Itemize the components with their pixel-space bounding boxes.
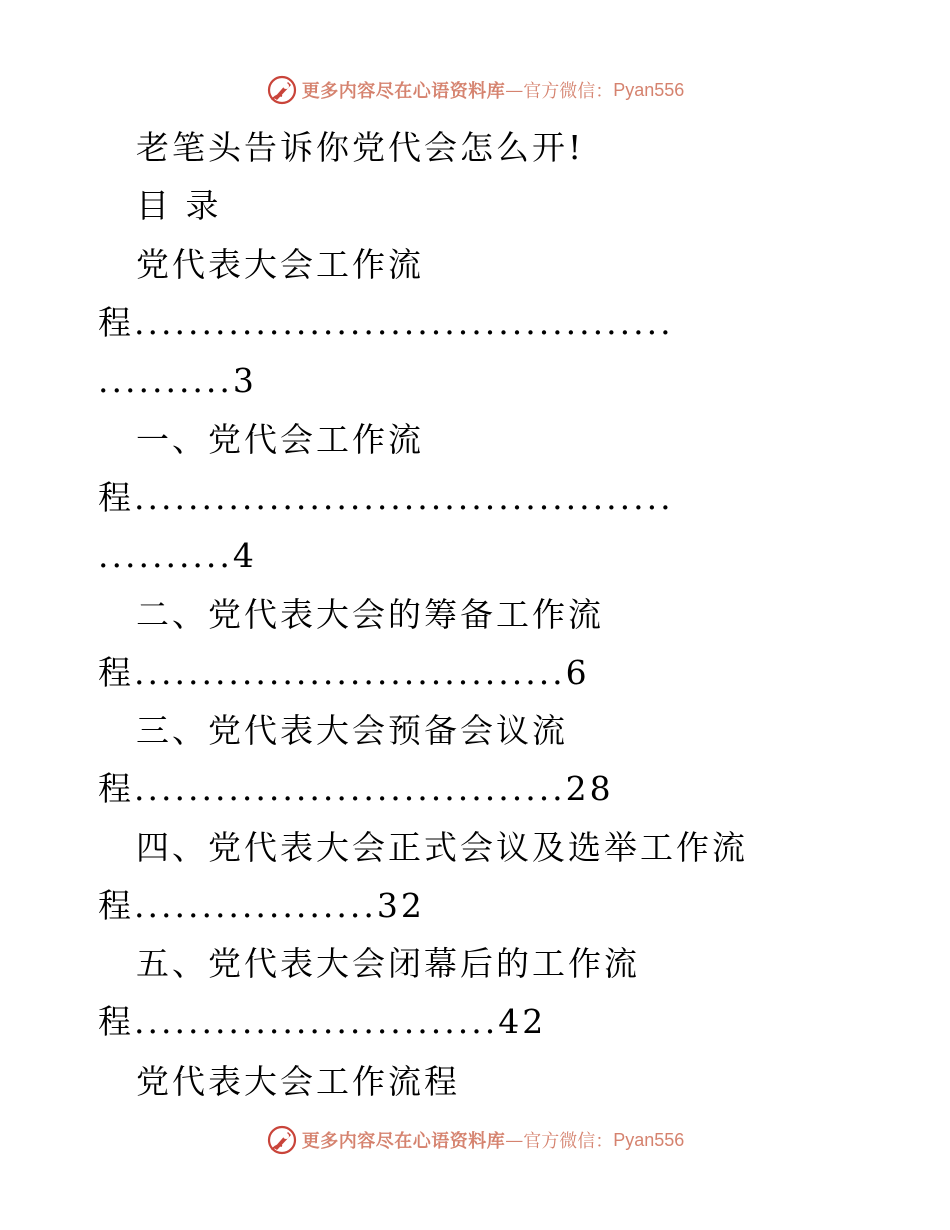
toc-entry-continuation	[98, 886, 425, 926]
header-watermark	[0, 70, 950, 110]
section-heading: 党代表大会工作流程	[136, 1062, 460, 1101]
toc-leader-dots: ..........	[98, 536, 233, 575]
footer-watermark	[0, 1120, 950, 1160]
toc-page-number: 42	[498, 1002, 547, 1041]
toc-entry-title: 四、党代表大会正式会议及选举工作流	[136, 828, 748, 867]
toc-entry-cont-char: 程	[98, 769, 134, 808]
toc-page-number: 28	[565, 769, 614, 808]
toc-page-number: 4	[232, 536, 257, 575]
banner-sub-text: 官方微信：	[523, 1131, 614, 1152]
toc-heading: 目 录	[136, 186, 222, 225]
toc-page-number: 6	[565, 653, 590, 692]
toc-entry-cont-char: 程	[98, 1002, 134, 1041]
toc-entry-continuation	[98, 769, 614, 809]
toc-page-number: 32	[376, 886, 425, 925]
toc-leader-dots: ................................	[134, 769, 566, 808]
toc-entry-continuation	[98, 1002, 546, 1042]
banner-main-text: 更多内容尽在心语资料库	[301, 1131, 506, 1152]
toc-entry-continuation	[98, 478, 674, 518]
document-title: 老笔头告诉你党代会怎么开!	[136, 128, 585, 167]
toc-entry-title: 一、党代会工作流	[136, 420, 424, 459]
toc-leader-dots: ........................................	[134, 303, 674, 342]
toc-page-number: 3	[232, 361, 257, 400]
toc-entry-continuation	[98, 303, 674, 343]
banner-sub-text: 官方微信：	[523, 81, 614, 102]
toc-entry-title: 党代表大会工作流	[136, 245, 424, 284]
toc-entry-continuation	[98, 653, 590, 693]
toc-entry-page-line	[98, 536, 257, 576]
toc-entry-cont-char: 程	[98, 303, 134, 342]
toc-entry-title: 五、党代表大会闭幕后的工作流	[136, 944, 640, 983]
banner-main-text: 更多内容尽在心语资料库	[301, 81, 506, 102]
toc-entry-cont-char: 程	[98, 886, 134, 925]
toc-entry-title: 二、党代表大会的筹备工作流	[136, 595, 604, 634]
banner-dash: —	[505, 1129, 524, 1151]
pen-logo-icon	[266, 1124, 298, 1156]
banner-dash: —	[505, 79, 524, 101]
banner-wechat-id: Pyan556	[613, 1129, 685, 1150]
toc-entry-title: 三、党代表大会预备会议流	[136, 711, 568, 750]
toc-leader-dots: ................................	[134, 653, 566, 692]
toc-leader-dots: ..........	[98, 361, 233, 400]
banner-wechat-id: Pyan556	[613, 79, 685, 100]
toc-leader-dots: ..................	[134, 886, 377, 925]
toc-entry-cont-char: 程	[98, 478, 134, 517]
toc-entry-cont-char: 程	[98, 653, 134, 692]
pen-logo-icon	[266, 74, 298, 106]
toc-leader-dots: ........................................	[134, 478, 674, 517]
toc-entry-page-line	[98, 361, 257, 401]
toc-leader-dots: ...........................	[134, 1002, 499, 1041]
